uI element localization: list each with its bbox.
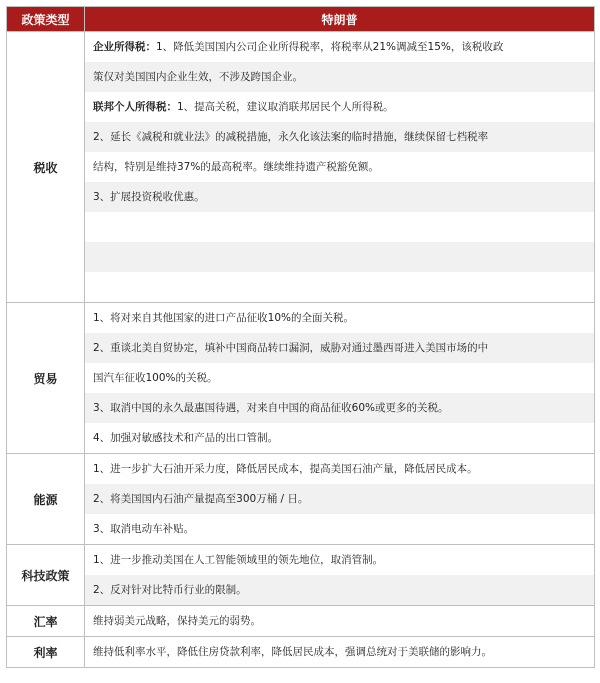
policy-line — [85, 363, 594, 393]
policy-line-text: 1、进一步推动美国在人工智能领域里的领先地位，取消管制。 — [93, 554, 384, 566]
policy-line-heading: 联邦个人所得税： — [93, 101, 177, 113]
policy-category: 利率 — [7, 637, 85, 668]
policy-line-text: 1、进一步扩大石油开采力度，降低居民成本，提高美国石油产量，降低居民成本。 — [93, 463, 478, 475]
policy-content — [85, 303, 595, 454]
policy-line — [85, 122, 594, 152]
table-row — [7, 303, 595, 454]
table-row — [7, 637, 595, 668]
policy-line — [85, 272, 594, 302]
policy-line-text: 3、取消中国的永久最惠国待遇，对来自中国的商品征收60%或更多的关税。 — [93, 402, 449, 414]
policy-content — [85, 454, 595, 545]
policy-content — [85, 32, 595, 303]
policy-line — [85, 545, 594, 575]
policy-table-container — [6, 6, 594, 668]
table-row — [7, 606, 595, 637]
table-row — [7, 545, 595, 606]
policy-table — [6, 6, 595, 668]
policy-line-text: 1、降低美国国内公司企业所得税率，将税率从21%调减至15%，该税收政 — [156, 41, 504, 53]
policy-line-text: 国汽车征收100%的关税。 — [93, 372, 218, 384]
policy-line — [85, 393, 594, 423]
policy-line-text: 结构，特别是维持37%的最高税率。继续维持遗产税豁免额。 — [93, 161, 379, 173]
policy-line — [85, 303, 594, 333]
policy-line — [85, 484, 594, 514]
policy-category: 税收 — [7, 32, 85, 303]
policy-line-text: 2、将美国国内石油产量提高至300万桶 / 日。 — [93, 493, 309, 505]
policy-line — [85, 423, 594, 453]
policy-line-text: 1、提高关税，建议取消联邦居民个人所得税。 — [177, 101, 394, 113]
policy-category: 贸易 — [7, 303, 85, 454]
policy-line — [85, 242, 594, 272]
policy-line-text: 3、取消电动车补贴。 — [93, 523, 195, 535]
policy-line — [85, 454, 594, 484]
policy-content — [85, 545, 595, 606]
table-row — [7, 32, 595, 303]
policy-line-text: 2、重谈北美自贸协定，填补中国商品转口漏洞，威胁对通过墨西哥进入美国市场的中 — [93, 342, 489, 354]
header-row — [7, 7, 595, 32]
policy-line-text: 策仅对美国国内企业生效，不涉及跨国企业。 — [93, 71, 303, 83]
table-row — [7, 454, 595, 545]
policy-line — [85, 32, 594, 62]
policy-line-text: 1、将对来自其他国家的进口产品征收10%的全面关税。 — [93, 312, 355, 324]
policy-line-heading: 企业所得税： — [93, 41, 156, 53]
policy-category: 能源 — [7, 454, 85, 545]
policy-line-text: 维持弱美元战略，保持美元的弱势。 — [93, 615, 261, 627]
policy-line — [85, 212, 594, 242]
policy-line — [85, 152, 594, 182]
policy-content — [85, 637, 595, 668]
policy-line — [85, 575, 594, 605]
policy-line — [85, 62, 594, 92]
policy-line — [85, 333, 594, 363]
policy-line — [85, 606, 594, 636]
header-policy-type: 政策类型 — [7, 7, 85, 32]
policy-line-text: 4、加强对敏感技术和产品的出口管制。 — [93, 432, 279, 444]
policy-category: 科技政策 — [7, 545, 85, 606]
policy-line-text: 2、延长《减税和就业法》的减税措施，永久化该法案的临时措施，继续保留七档税率 — [93, 131, 489, 143]
header-trump: 特朗普 — [85, 7, 595, 32]
policy-line-text: 维持低利率水平，降低住房贷款利率，降低居民成本，强调总统对于美联储的影响力。 — [93, 646, 492, 658]
policy-content — [85, 606, 595, 637]
policy-category: 汇率 — [7, 606, 85, 637]
policy-line — [85, 92, 594, 122]
policy-line — [85, 182, 594, 212]
policy-table-body — [7, 32, 595, 668]
policy-line — [85, 514, 594, 544]
policy-line-text: 3、扩展投资税收优惠。 — [93, 191, 205, 203]
policy-line-text: 2、反对针对比特币行业的限制。 — [93, 584, 247, 596]
policy-line — [85, 637, 594, 667]
